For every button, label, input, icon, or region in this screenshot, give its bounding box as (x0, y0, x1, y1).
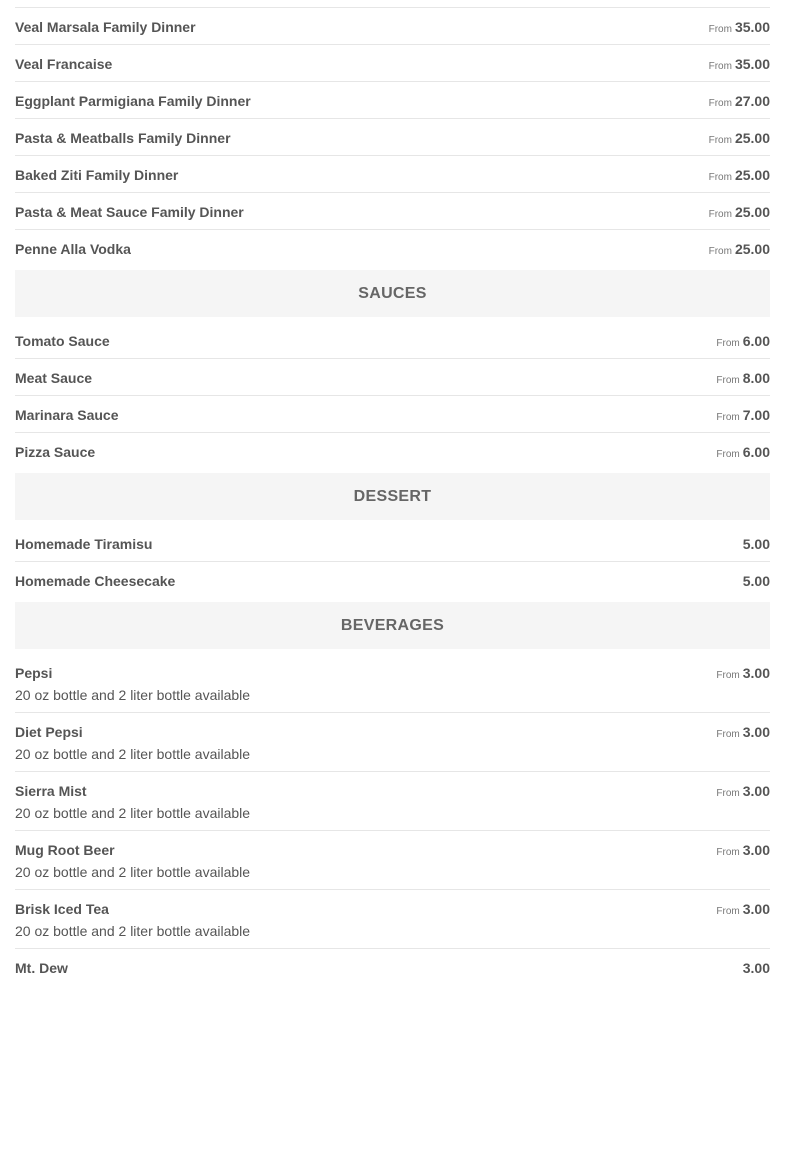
item-name: Meat Sauce (15, 370, 93, 386)
price-value: 35.00 (734, 19, 770, 35)
from-label: From (716, 375, 740, 386)
item-name: Pasta & Meatballs Family Dinner (15, 130, 231, 146)
menu-item-penne-alla-vodka[interactable] (15, 229, 770, 266)
item-name: Marinara Sauce (15, 407, 119, 423)
item-name: Eggplant Parmigiana Family Dinner (15, 93, 251, 109)
menu-item-sierra-mist[interactable] (15, 771, 770, 830)
price-value: 3.00 (742, 842, 770, 858)
item-name: Veal Marsala Family Dinner (15, 19, 196, 35)
price-value: 5.00 (742, 573, 770, 589)
menu-list (0, 7, 785, 985)
item-name: Brisk Iced Tea (15, 901, 109, 917)
item-name: Baked Ziti Family Dinner (15, 167, 179, 183)
item-description: 20 oz bottle and 2 liter bottle available (15, 687, 251, 703)
item-price (709, 93, 770, 109)
menu-item-pasta-meatballs[interactable] (15, 118, 770, 155)
from-label: From (708, 61, 732, 72)
from-label: From (708, 98, 732, 109)
item-name: Veal Francaise (15, 56, 113, 72)
item-price (709, 56, 770, 72)
from-label: From (708, 135, 732, 146)
price-value: 3.00 (742, 724, 770, 740)
price-value: 3.00 (742, 960, 770, 976)
section-header-dessert: DESSERT (15, 473, 770, 520)
menu-section-dessert (15, 473, 770, 598)
menu-item-mug-root-beer[interactable] (15, 830, 770, 889)
menu-item-baked-ziti[interactable] (15, 155, 770, 192)
menu-item-veal-marsala[interactable] (15, 7, 770, 44)
from-label: From (708, 246, 732, 257)
item-price (743, 573, 770, 589)
menu-item-homemade-cheesecake[interactable] (15, 561, 770, 598)
from-label: From (708, 24, 732, 35)
item-name: Tomato Sauce (15, 333, 110, 349)
menu-item-marinara-sauce[interactable] (15, 395, 770, 432)
menu-item-tomato-sauce[interactable] (15, 322, 770, 358)
price-value: 35.00 (734, 56, 770, 72)
item-price (716, 407, 770, 423)
item-description: 20 oz bottle and 2 liter bottle available (15, 923, 251, 939)
item-name: Pasta & Meat Sauce Family Dinner (15, 204, 244, 220)
menu-item-pasta-meat-sauce[interactable] (15, 192, 770, 229)
price-value: 6.00 (742, 444, 770, 460)
item-name: Sierra Mist (15, 783, 87, 799)
price-value: 25.00 (734, 167, 770, 183)
item-name: Penne Alla Vodka (15, 241, 131, 257)
item-price (716, 444, 770, 460)
price-value: 25.00 (734, 204, 770, 220)
menu-section-sauces (15, 270, 770, 469)
item-name: Diet Pepsi (15, 724, 83, 740)
item-name: Pizza Sauce (15, 444, 96, 460)
price-value: 3.00 (742, 901, 770, 917)
section-header-beverages: BEVERAGES (15, 602, 770, 649)
price-value: 7.00 (742, 407, 770, 423)
item-description: 20 oz bottle and 2 liter bottle available (15, 805, 251, 821)
item-price (709, 241, 770, 257)
price-value: 27.00 (734, 93, 770, 109)
from-label: From (708, 209, 732, 220)
from-label: From (716, 449, 740, 460)
from-label: From (716, 906, 740, 917)
item-name: Mt. Dew (15, 960, 68, 976)
price-value: 5.00 (742, 536, 770, 552)
price-value: 3.00 (742, 665, 770, 681)
price-value: 8.00 (742, 370, 770, 386)
menu-item-homemade-tiramisu[interactable] (15, 525, 770, 561)
from-label: From (716, 670, 740, 681)
menu-item-pepsi[interactable] (15, 654, 770, 712)
item-price (709, 167, 770, 183)
item-price (716, 783, 770, 799)
item-name: Mug Root Beer (15, 842, 115, 858)
menu-item-eggplant-parmigiana[interactable] (15, 81, 770, 118)
menu-item-meat-sauce[interactable] (15, 358, 770, 395)
item-price (716, 842, 770, 858)
item-description: 20 oz bottle and 2 liter bottle available (15, 746, 251, 762)
item-price (716, 333, 770, 349)
item-price (716, 724, 770, 740)
item-price (743, 960, 770, 976)
menu-section-beverages (15, 602, 770, 985)
from-label: From (716, 729, 740, 740)
item-price (743, 536, 770, 552)
item-name: Pepsi (15, 665, 53, 681)
item-price (709, 204, 770, 220)
item-price (716, 370, 770, 386)
from-label: From (708, 172, 732, 183)
item-price (709, 130, 770, 146)
from-label: From (716, 338, 740, 349)
from-label: From (716, 412, 740, 423)
item-price (716, 901, 770, 917)
menu-item-mt-dew[interactable] (15, 948, 770, 985)
price-value: 25.00 (734, 241, 770, 257)
item-description: 20 oz bottle and 2 liter bottle available (15, 864, 251, 880)
section-header-sauces: SAUCES (15, 270, 770, 317)
item-name: Homemade Tiramisu (15, 536, 153, 552)
menu-item-diet-pepsi[interactable] (15, 712, 770, 771)
from-label: From (716, 788, 740, 799)
menu-section-family-dinners (15, 7, 770, 266)
price-value: 6.00 (742, 333, 770, 349)
price-value: 25.00 (734, 130, 770, 146)
item-price (716, 665, 770, 681)
menu-item-brisk-iced-tea[interactable] (15, 889, 770, 948)
menu-item-veal-francaise[interactable] (15, 44, 770, 81)
item-name: Homemade Cheesecake (15, 573, 176, 589)
from-label: From (716, 847, 740, 858)
item-price (709, 19, 770, 35)
price-value: 3.00 (742, 783, 770, 799)
menu-item-pizza-sauce[interactable] (15, 432, 770, 469)
